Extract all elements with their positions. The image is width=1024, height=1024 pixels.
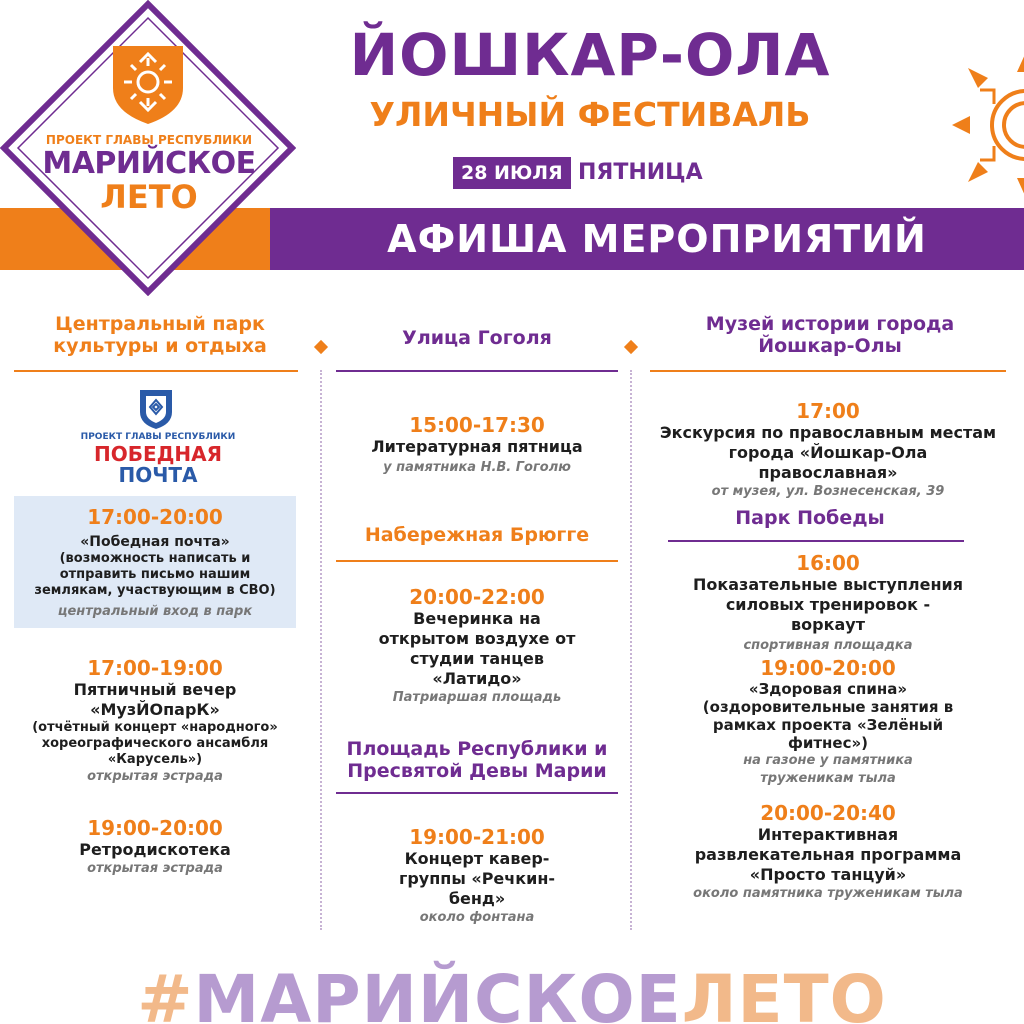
logo-name-line2: ЛЕТО (100, 178, 198, 216)
event-title: Показательные выступления силовых тренировок - воркаут (693, 575, 963, 634)
left-event-3 (14, 817, 296, 878)
date-badge: 28 ИЮЛЯ (453, 157, 571, 189)
event-time: 16:00 (796, 551, 860, 575)
right-heading2-underline (668, 540, 964, 542)
banner-title: АФИША МЕРОПРИЯТИЙ (387, 217, 927, 261)
right-event-4 (650, 802, 1006, 903)
event-time: 17:00-20:00 (87, 505, 223, 529)
event-time: 20:00-22:00 (409, 585, 545, 609)
diamond-bullet-icon (314, 340, 328, 354)
event-time: 17:00-19:00 (87, 656, 223, 680)
hashtag-part-1: МАРИЙСКОЕ (193, 961, 682, 1024)
event-title: Вечеринка на открытом воздухе от студии танцев «Латидо» (378, 609, 576, 688)
event-time: 19:00-20:00 (87, 816, 223, 840)
festival-title: УЛИЧНЫЙ ФЕСТИВАЛЬ (369, 95, 811, 134)
event-title: Пятничный вечер «МузЙОпарК» (73, 680, 237, 719)
hashtag-symbol: # (137, 961, 194, 1024)
event-place: у памятника Н.В. Гоголю (383, 460, 571, 475)
event-title: «Здоровая спина» (оздоровительные занятия в рамках проекта «Зелёный фитнес») (702, 680, 954, 752)
logo-project-label: ПРОЕКТ ГЛАВЫ РЕСПУБЛИКИ (45, 133, 253, 147)
middle-venue-heading-2: Набережная Брюгге (364, 524, 590, 546)
event-description: (возможность написать и отправить письмо нашим землякам, участвующим в СВО) (34, 551, 276, 598)
pochta-logo-line2: ПОЧТА (118, 463, 198, 487)
right-venue-heading: Музей истории города Йошкар-Олы (705, 313, 955, 357)
left-venue-heading: Центральный парк культуры и отдыха (53, 313, 267, 357)
event-title: Экскурсия по православным местам города «Йошкар-Ола православная» (659, 423, 997, 482)
event-time: 15:00-17:30 (409, 413, 545, 437)
logo-name-line1: МАРИЙСКОЕ (42, 146, 256, 181)
hashtag-part-2: ЛЕТО (681, 961, 887, 1024)
city-title: ЙОШКАР-ОЛА (349, 21, 831, 89)
right-event-3 (650, 657, 1006, 788)
event-place: на газоне у памятника труженикам тыла (743, 753, 913, 786)
middle-heading2-underline (336, 560, 618, 562)
pochta-project-label: ПРОЕКТ ГЛАВЫ РЕСПУБЛИКИ (80, 432, 236, 442)
pochta-logo-line1: ПОБЕДНАЯ (93, 442, 223, 466)
middle-event-2 (336, 586, 618, 707)
footer-hashtag (0, 960, 1024, 1024)
event-time: 20:00-20:40 (760, 801, 896, 825)
event-place: открытая эстрада (87, 861, 223, 876)
event-place: открытая эстрада (87, 769, 223, 784)
event-place: около фонтана (419, 910, 535, 925)
middle-event-1 (336, 414, 618, 477)
event-place: спортивная площадка (743, 638, 913, 653)
middle-venue-heading: Улица Гоголя (402, 327, 552, 349)
column-divider (320, 370, 322, 930)
event-place: около памятника труженикам тыла (693, 886, 963, 901)
sun-ornament-icon (948, 50, 1024, 200)
diamond-bullet-icon (624, 340, 638, 354)
pobednaya-pochta-shield-icon (138, 388, 174, 430)
event-time: 19:00-21:00 (409, 825, 545, 849)
event-title: Концерт кавер-группы «Речкин-бенд» (398, 849, 556, 908)
right-venue-heading-2: Парк Победы (735, 507, 885, 529)
event-time: 17:00 (796, 399, 860, 423)
left-event-1 (14, 506, 296, 621)
middle-event-3 (336, 826, 618, 927)
event-title: «Победная почта» (80, 534, 230, 550)
event-title: Интерактивная развлекательная программа «Просто танцуй» (694, 825, 962, 884)
event-title: Ретродискотека (79, 840, 231, 859)
weekday-label: ПЯТНИЦА (578, 160, 703, 185)
column-divider (630, 370, 632, 930)
event-place: Патриаршая площадь (392, 690, 562, 705)
event-place: от музея, ул. Вознесенская, 39 (711, 484, 945, 499)
middle-heading3-underline (336, 792, 618, 794)
middle-heading-underline (336, 370, 618, 372)
left-heading-underline (14, 370, 298, 372)
right-heading-underline (650, 370, 1006, 372)
right-event-2 (650, 552, 1006, 655)
right-event-1 (650, 400, 1006, 501)
left-event-2 (14, 657, 296, 786)
event-description: (отчётный концерт «народного» хореографического ансамбля «Карусель») (32, 720, 278, 767)
event-place: центральный вход в парк (57, 604, 253, 619)
middle-venue-heading-3: Площадь Республики и Пресвятой Девы Марии (346, 738, 608, 782)
event-title: Литературная пятница (371, 437, 583, 456)
event-time: 19:00-20:00 (760, 656, 896, 680)
